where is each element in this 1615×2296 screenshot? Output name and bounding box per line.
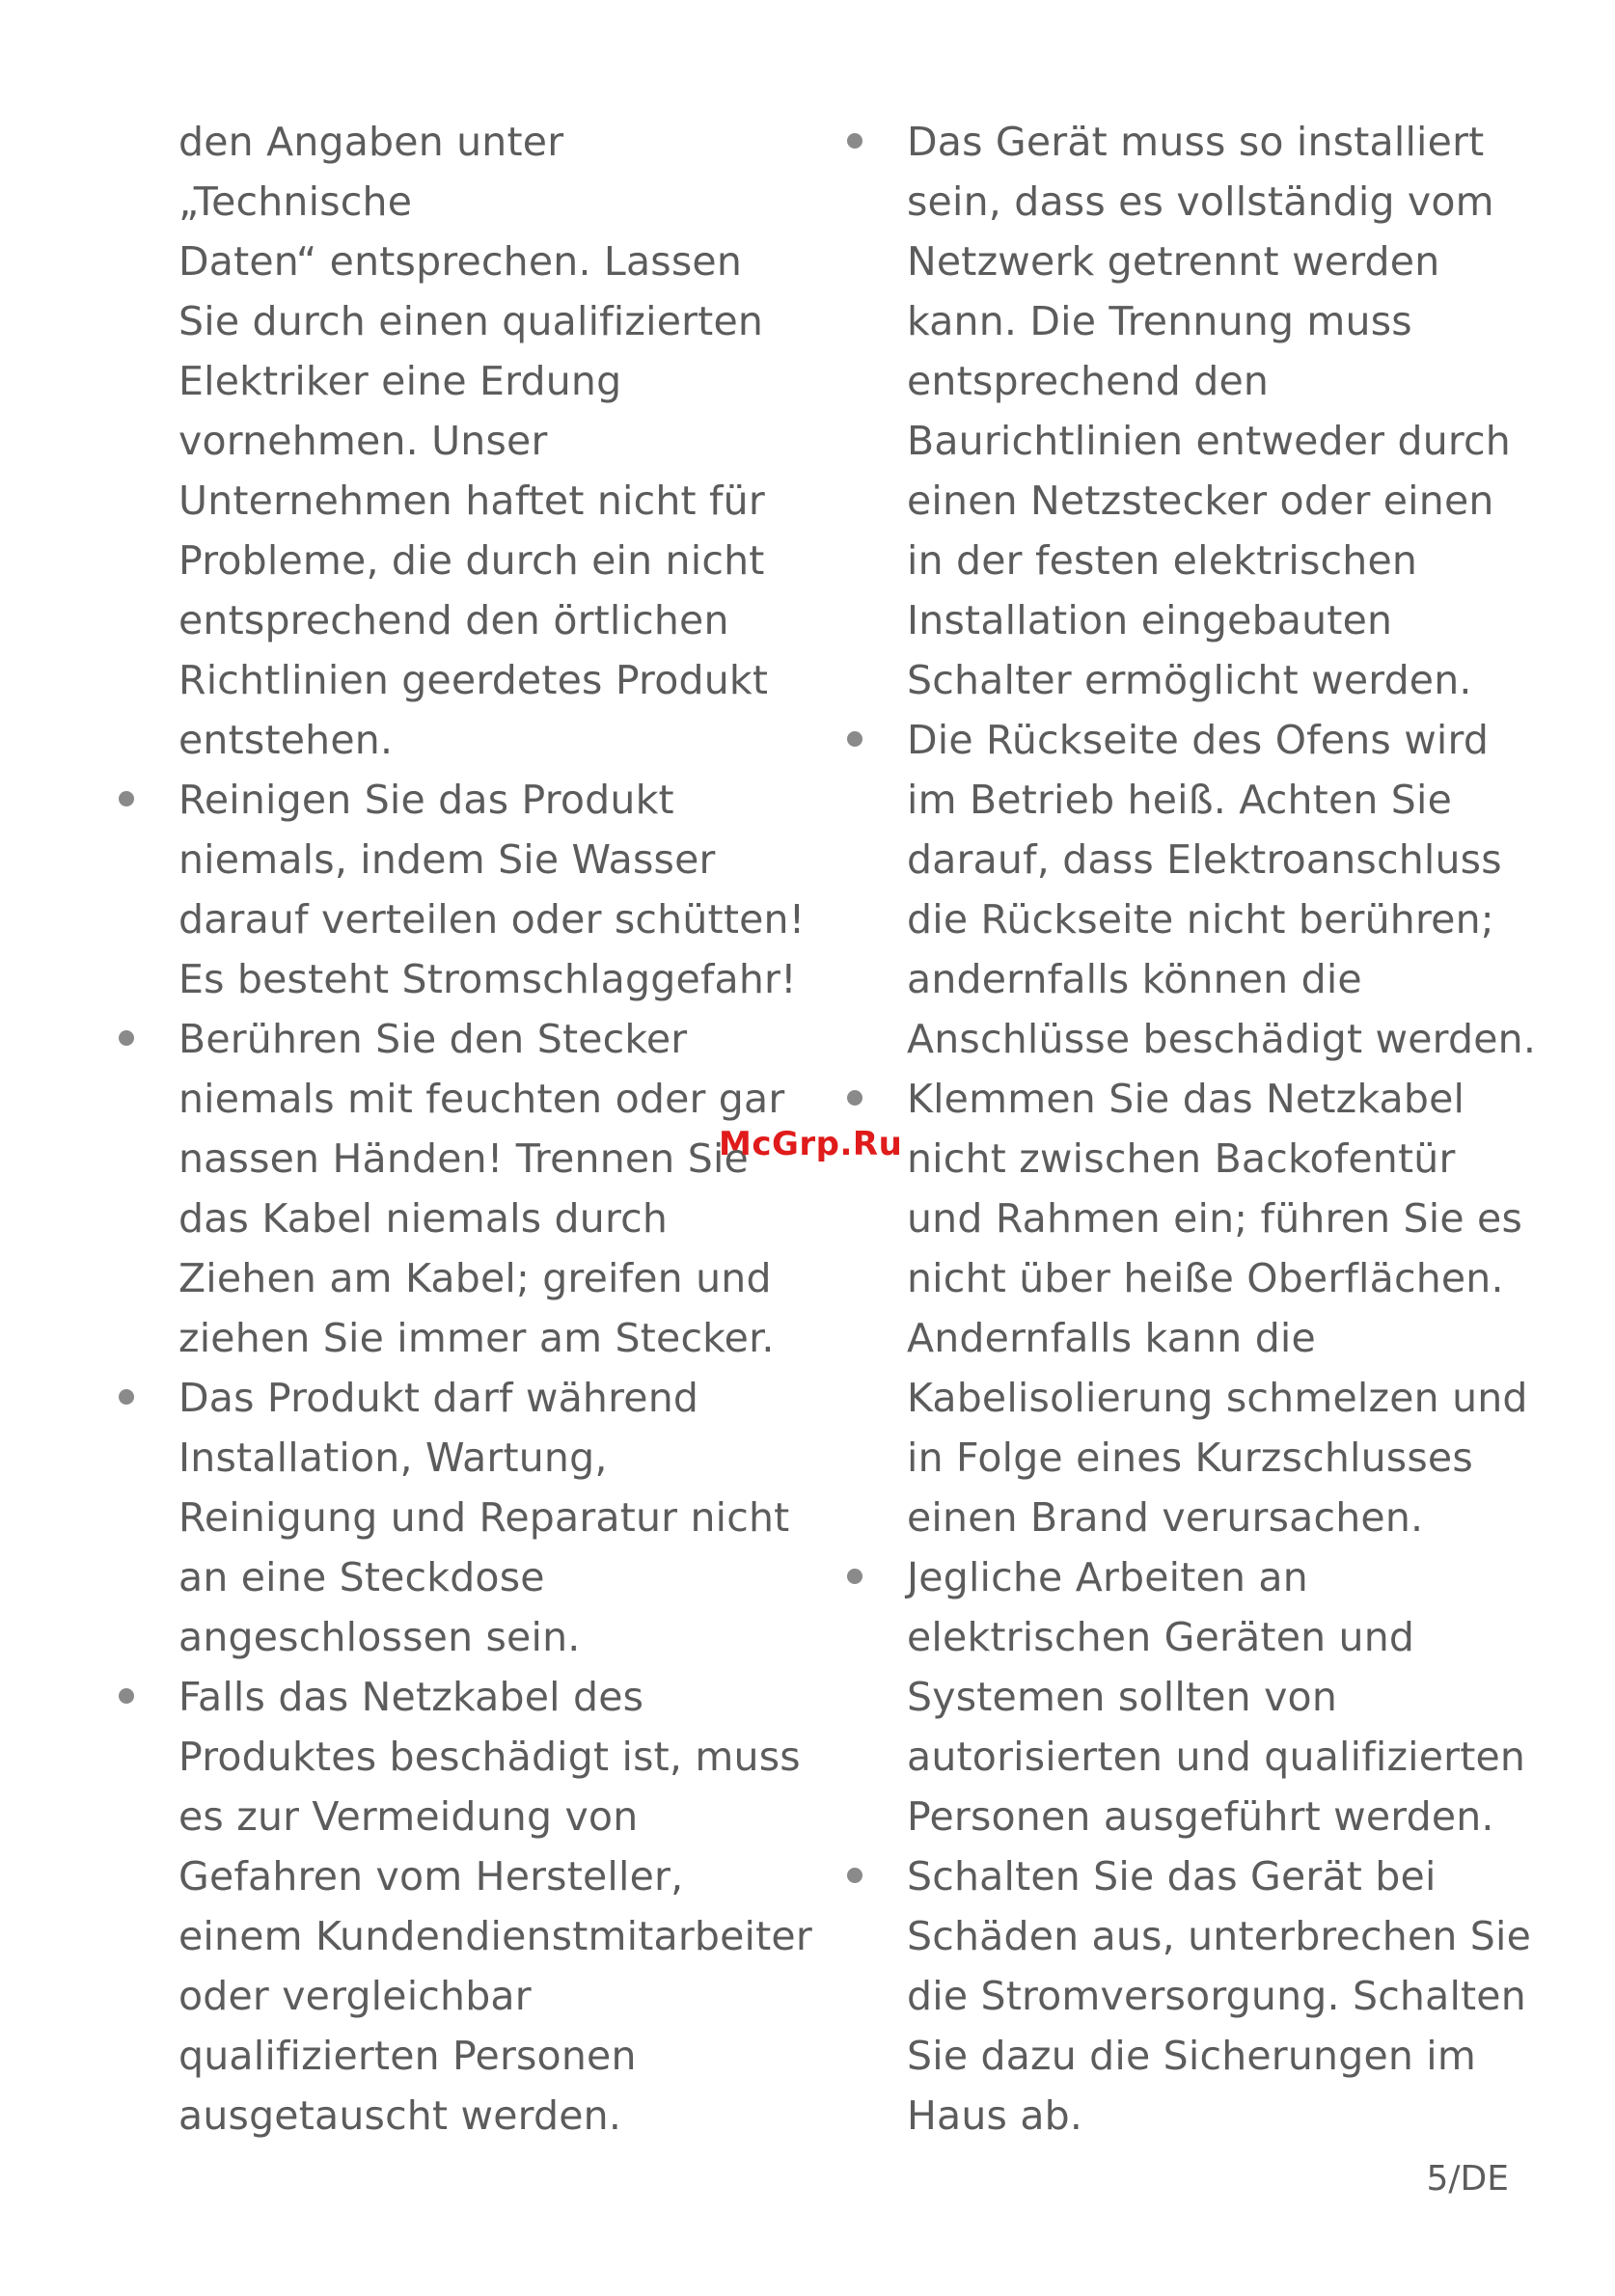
text-line: und Rahmen ein; führen Sie es [907,1195,1523,1242]
bullet-icon [847,1868,862,1883]
text-line: Reinigen Sie das Produkt [178,777,674,823]
bullet-item [907,710,1544,1069]
text-line: ziehen Sie immer am Stecker. [178,1315,775,1361]
continuation-paragraph [178,112,796,770]
bullet-icon [119,1688,134,1704]
bullet-icon [847,1569,862,1584]
text-line: nicht über heiße Oberflächen. [907,1255,1504,1301]
text-line: an eine Steckdose [178,1554,545,1600]
text-line: niemals mit feuchten oder gar [178,1076,785,1122]
text-line: qualifizierten Personen [178,2033,637,2079]
text-line: Schalter ermöglicht werden. [907,657,1472,703]
text-line: im Betrieb heiß. Achten Sie [907,777,1453,823]
bullet-icon [847,731,862,747]
watermark: McGrp.Ru [719,1125,903,1163]
text-line: Installation, Wartung, [178,1435,608,1481]
text-line: Systemen sollten von [907,1674,1338,1720]
text-line: Schalten Sie das Gerät bei [907,1853,1437,1900]
text-line: Reinigung und Reparatur nicht [178,1494,790,1541]
text-line: Berühren Sie den Stecker [178,1016,688,1062]
bullet-item [907,112,1544,710]
text-line: die Stromversorgung. Schalten [907,1973,1526,2019]
text-line: elektrischen Geräten und [907,1614,1415,1660]
text-line: Andernfalls kann die [907,1315,1316,1361]
text-line: in Folge eines Kurzschlusses [907,1435,1473,1481]
text-line: Die Rückseite des Ofens wird [907,717,1490,763]
text-line: Klemmen Sie das Netzkabel [907,1076,1465,1122]
text-line: kann. Die Trennung muss [907,298,1412,344]
text-line: autorisierten und qualifizierten [907,1734,1526,1780]
text-line: entsprechend den örtlichen [178,597,729,643]
bullet-item [178,1009,796,1368]
bullet-icon [847,1090,862,1106]
text-line: entsprechend den [907,358,1270,404]
text-line: in der festen elektrischen [907,537,1418,584]
text-line: entstehen. [178,717,394,763]
text-line: einen Brand verursachen. [907,1494,1424,1541]
bullet-item [907,1069,1544,1547]
text-line: Sie dazu die Sicherungen im [907,2033,1477,2079]
text-line: darauf verteilen oder schütten! [178,896,806,943]
text-line: andernfalls können die [907,956,1362,1002]
text-line: nicht zwischen Backofentür [907,1135,1456,1182]
text-line: Jegliche Arbeiten an [907,1554,1308,1600]
text-line: Daten“ entsprechen. Lassen [178,238,743,285]
text-line: darauf, dass Elektroanschluss [907,836,1502,883]
text-line: Kabelisolierung schmelzen und [907,1375,1528,1421]
text-line: Falls das Netzkabel des [178,1674,644,1720]
text-line: die Rückseite nicht berühren; [907,896,1494,943]
bullet-item [907,1846,1544,2146]
text-line: Elektriker eine Erdung [178,358,622,404]
bullet-icon [119,1389,134,1405]
text-line: vornehmen. Unser [178,418,548,464]
text-line: das Kabel niemals durch [178,1195,669,1242]
bullet-icon [119,791,134,806]
text-line: Das Produkt darf während [178,1375,699,1421]
text-line: Installation eingebauten [907,597,1393,643]
text-line: Richtlinien geerdetes Produkt [178,657,769,703]
text-line: sein, dass es vollständig vom [907,178,1494,225]
text-line: Haus ab. [907,2092,1083,2139]
bullet-item [178,1667,812,2146]
right-column [907,112,1544,2146]
text-line: einem Kundendienstmitarbeiter [178,1913,812,1959]
text-line: den Angaben unter [178,119,564,165]
text-line: Produktes beschädigt ist, muss [178,1734,801,1780]
text-line: oder vergleichbar [178,1973,532,2019]
text-line: angeschlossen sein. [178,1614,581,1660]
text-line: nassen Händen! Trennen Sie [178,1135,749,1182]
bullet-icon [847,133,862,149]
text-line: Baurichtlinien entweder durch [907,418,1511,464]
text-line: Gefahren vom Hersteller, [178,1853,684,1900]
text-line: einen Netzstecker oder einen [907,478,1494,524]
text-line: ausgetauscht werden. [178,2092,622,2139]
bullet-item [178,770,806,1009]
text-line: Ziehen am Kabel; greifen und [178,1255,772,1301]
text-line: „Technische [178,178,413,225]
text-line: Unternehmen haftet nicht für [178,478,765,524]
page-number: 5/DE [1426,2159,1509,2199]
text-line: Sie durch einen qualifizierten [178,298,764,344]
bullet-icon [119,1030,134,1046]
text-line: Anschlüsse beschädigt werden. [907,1016,1537,1062]
text-line: niemals, indem Sie Wasser [178,836,716,883]
text-line: Personen ausgeführt werden. [907,1793,1494,1840]
text-line: Es besteht Stromschlaggefahr! [178,956,797,1002]
bullet-item [178,1368,796,1667]
bullet-item [907,1547,1544,1846]
text-line: Schäden aus, unterbrechen Sie [907,1913,1532,1959]
text-line: es zur Vermeidung von [178,1793,639,1840]
text-line: Netzwerk getrennt werden [907,238,1440,285]
text-line: Das Gerät muss so installiert [907,119,1485,165]
text-line: Probleme, die durch ein nicht [178,537,765,584]
